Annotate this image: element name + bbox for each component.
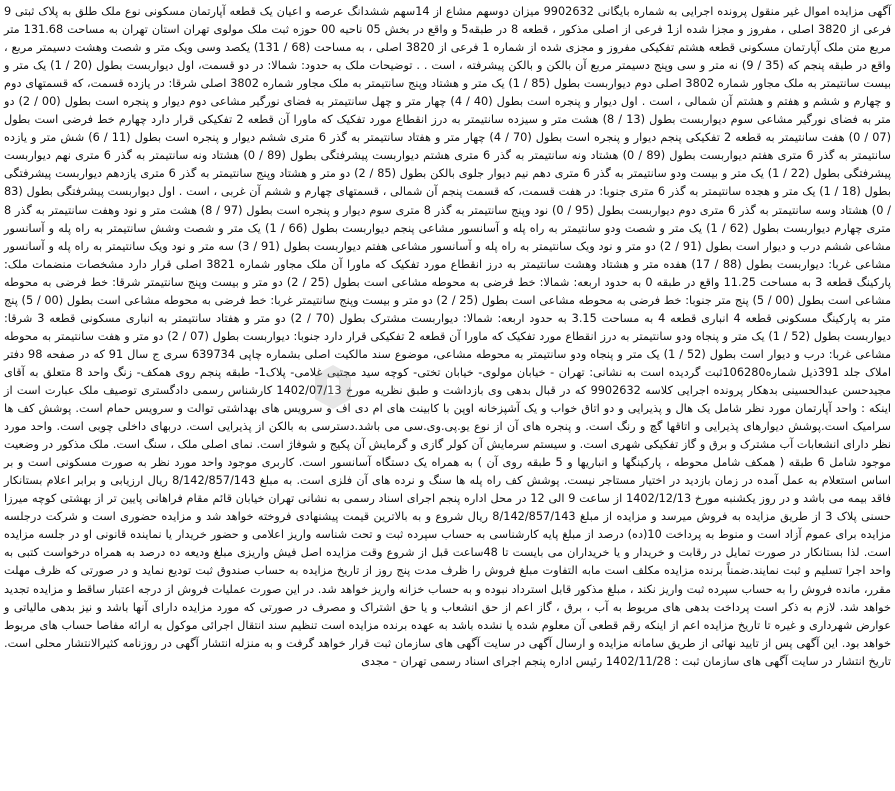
notice-body-text: آگهی مزایده اموال غیر منقول پرونده اجرایی به شماره بایگانی 9902632 میزان دوسهم مشاع از 14سهم ششدانگ عرصه و اعیان یک قطعه آپارتمان مسکونی نوع ملک طلق به پلاک ثبتی 9 فرعی از 3820 اصلی ، مفروز و مجزا شده از1 فرعی از اصلی مذکور ، قطعه 8 در طبقه5 و واقع در بخش 05 ناحیه 00 حوزه ثبت ملک مولوی تهران استان تهران به مساحت 131.68 متر مربع متن ملک آپارتمان مسکونی قطعه هشتم تفکیکی مفروز و مجزی شده از شماره 1 فرعی از 3820 اصلی ، به مساحت (68 / 131) یکصد وسی ویک متر و شصت وهشت دسیمتر مربع ، واقع در طبقه پنجم که (35 / 9) نه متر و سی وپنج دسیمتر مربع آن بالکن و بالکن پیشرفته ، است . . توضیحات ملک به حدود: شمالا: در دو قسمت، اول دیواربست بطول (20 / 1) یک متر و بیست سانتیمتر به ملک مجاور شماره 3802 اصلی دوم دیواربست بطول (85 / 1) یک متر و هشتاد وپنج سانتیمتر به ملک مجاور شماره 3802 اصلی شرقا: در یازده قسمت، که قسمتهای دوم و چهارم و ششم و هفتم و هشتم آن شمالی ، است . اول دیوار و پنجره است بطول (40 / 4) چهار متر و چهل سانتیمتر به فضای نورگیر مشاعی دوم دیوار و پنجره است بطول (00 / 2) دو متر به فضای نورگیر مشاعی سوم دیواربست بطول (13 / 8) هشت متر و سیزده سانتیمتر به درز انقطاع مورد تفکیک که ماورا آن قطعه 2 تفکیکی قرار دارد چهارم خط فرضی است بطول (07 / 0) هفت سانتیمتر به قطعه 2 تفکیکی پنجم دیوار و پنجره است بطول (70 / 4) چهار متر و هفتاد سانتیمتر به گذر 6 متری ششم دیوار و پنجره است بطول (11 / 6) شش متر و یازده سانتیمتر به گذر 6 متری هفتم دیواربست بطول (89 / 0) هشتاد ونه سانتیمتر به گذر 6 متری هشتم دیواربست پیشرفتگی بطول (89 / 0) هشتاد ونه سانتیمتر به گذر 6 متری نهم دیواربست پیشرفتگی بطول (22 / 1) یک متر و بیست ودو سانتیمتر به گذر 6 متری دهم نیم دیوار جلوی بالکن بطول (85 / 2) دو متر و هشتاد وپنج سانتیمتر به گذر 6 متری یازدهم دیواربست پیشرفتگی بطول (18 / 1) یک متر و هجده سانتیمتر به گذر 6 متری جنوبا: در هفت قسمت، که قسمت پنجم آن شمالی ، قسمتهای چهارم و ششم آن غربی ، است . اول دیواربست پیشرفتگی بطول (83 / 0) هشتاد وسه سانتیمتر به گذر 6 متری دوم دیواربست بطول (95 / 0) نود وپنج سانتیمتر به گذر 8 متری سوم دیوار و پنجره است بطول (97 / 8) هشت متر و نود وهفت سانتیمتر به گذر 8 متری چهارم دیواربست بطول (62 / 1) یک متر و شصت ودو سانتیمتر به راه پله و آسانسور مشاعی پنجم دیواربست بطول (66 / 1) یک متر و شصت وشش سانتیمتر به راه پله و آسانسور مشاعی ششم درب و دیوار است بطول (91 / 2) دو متر و نود ویک سانتیمتر به راه پله و آسانسور مشاعی هفتم دیواربست بطول (91 / 3) سه متر و نود ویک سانتیمتر به راه پله و آسانسور مشاعی غربا: دیواربست بطول (88 / 17) هفده متر و هشتاد وهشت سانتیمتر به درز انقطاع مورد تفکیک که ماورا آن ملک مجاور شماره 3821 اصلی قرار دارد مشخصات منضمات ملک: پارکینگ قطعه 3 به مساحت 11.25 واقع در طبقه 0 به حدود اربعه: شمالا: خط فرضی به محوطه مشاعی است بطول (25 / 2) دو متر و بیست وپنج سانتیمتر شرقا: خط فرضی به محوطه مشاعی است بطول (00 / 5) پنج متر جنوبا: خط فرضی به محوطه مشاعی است بطول (25 / 2) دو متر و بیست وپنج سانتیمتر غربا: خط فرضی به محوطه مشاعی است بطول (00 / 5) پنج متر به پارکینگ مسکونی قطعه 4 انباری قطعه 4 به مساحت 3.15 به حدود اربعه: شمالا: دیواربست مشترک بطول (70 / 2) دو متر و هفتاد سانتیمتر به انباری مسکونی قطعه 3 شرقا: دیواربست بطول (52 / 1) یک متر و پنجاه ودو سانتیمتر به درز انقطاع مورد تفکیک که ماورا آن قطعه 2 تفکیکی قرار دارد جنوبا: دیواربست بطول (07 / 2) دو متر و هفت سانتیمتر به محوطه مشاعی غربا: درب و دیوار است بطول (52 / 1) یک متر و پنجاه ودو سانتیمتر به محوطه مشاعی، موضوع سند مالکیت اصلی بشماره چاپی 639734 سری ج سال 91 که در صفحه 98 دفتر املاک جلد 391ذیل شماره106280ثبت گردیده است به نشانی: تهران - خیابان مولوی- خیابان تختی- کوچه سید مجتبی غلامی- پلاک1- طبقه پنجم روی همکف- زنگ واحد 8 متعلق به آقای مجیدحسن عبدالحسینی بدهکار پرونده اجرایی کلاسه 9902632 که در قبال بدهی وی بازداشت و طبق نظریه مورخ 1402/07/13 کارشناس رسمی دادگستری توصیف ملک عبارت است از اینکه : واحد آپارتمان مورد نظر شامل یک هال و پذیرایی و دو اتاق خواب و یک آشپزخانه اوپن با کابینت های ام دی اف و سرویس های بهداشتی توالت و سرویس حمام است. پوشش کف ها سرامیک است.پوشش دیوارهای پذیرایی و اتاقها گچ و رنگ است. و پنجره های آن از نوع یو.پی.وی.سی می باشد.دسترسی به بالکن از پذیرایی است. دربهای داخلی چوبی است. واحد مورد نظر دارای انشعابات آب مشترک و برق و گاز تفکیکی شهری است. و سیستم سرمایش آن کولر گازی و گرمایش آن پکیج و شوفاژ است. نمای اصلی ملک ، سنگ است. ملک مذکور در وضعیت موجود شامل 6 طبقه ( همکف شامل محوطه ، پارکینگها و انباریها و 5 طبقه روی آن ) به همراه یک دستگاه آسانسور است. کاربری موجود واحد مورد نظر به صورت مسکونی است و بر اساس استعلام به عمل آمده در زمان بازدید در اختیار مستاجر نیست. پوشش کف راه پله ها سنگ و نرده های آن فلزی است. به مبلغ 8/142/857/143 ریال ارزیابی و برابر اعلام بستانکار فاقد بیمه می باشد و در روز یکشنبه مورخ 1402/12/13 از ساعت 9 الی 12 در محل اداره پنجم اجرای اسناد رسمی به نشانی تهران خیابان قائم مقام فراهانی پایین تر از بهشتی کوچه میرزا حسنی پلاک 3 از طریق مزایده به فروش میرسد و مزایده از مبلغ 8/142/857/143 ریال شروع و به بالاترین قیمت پیشنهادی فروخته خواهد شد و مزایده حضوری است و شرکت درجلسه مزایده برای عموم آزاد است و منوط به پرداخت 10(ده) درصد از مبلغ پایه کارشناسی به حساب سپرده ثبت و تحت شناسه واریز اعلامی و حضور خریدار یا نماینده قانونی او در جلسه مزایده است. لذا بستانکار در صورت تمایل در رقابت و خریدار و یا خریداران می بایست تا 48ساعت قبل از شروع وقت مزایده اصل فیش واریزی مبلغ ودیعه ده درصد به همراه درخواست کتبی به واحد اجرا تسلیم و ثبت نمایند.ضمناً برنده مزایده مکلف است مابه التفاوت مبلغ فروش را ظرف مدت پنج روز از تاریخ مزایده به حساب صندوق ثبت تودیع نماید و در صورتی که ظرف مهلت مقرر، مانده فروش را به حساب سپرده ثبت واریز نکند ، مبلغ مذکور قابل استرداد نبوده و به حساب خزانه واریز خواهد شد. در این صورت عملیات فروش از درجه اعتبار ساقط و مزایده تجدید خواهد شد. لازم به ذکر است پرداخت بدهی های مربوط به آب ، برق ، گاز اعم از حق انشعاب و یا حق اشتراک و مصرف در صورتی که مورد مزایده دارای آنها باشد و نیز بدهی مالیاتی و عوارض شهرداری و غیره تا تاریخ مزایده اعم از اینکه رقم قطعی آن معلوم شده یا نشده باشد به عهده برنده مزایده است تنظیم سند انتقال اجرائی موکول به ارائه مفاصا حساب های مربوط خواهد بود. این آگهی پس از تایید نهائی از طریق سامانه مزایده و ارسال آگهی در سایت آگهی های سازمان ثبت قرار خواهد گرفت و به منزله انتشار آگهی در روزنامه کثیرالانتشار محلی است. تاریخ انتشار در سایت آگهی های سازمان ثبت : 1402/11/28 رئیس اداره پنجم اجرای اسناد رسمی تهران - مجدی bbox=[4, 5, 892, 668]
auction-notice bbox=[4, 3, 891, 671]
